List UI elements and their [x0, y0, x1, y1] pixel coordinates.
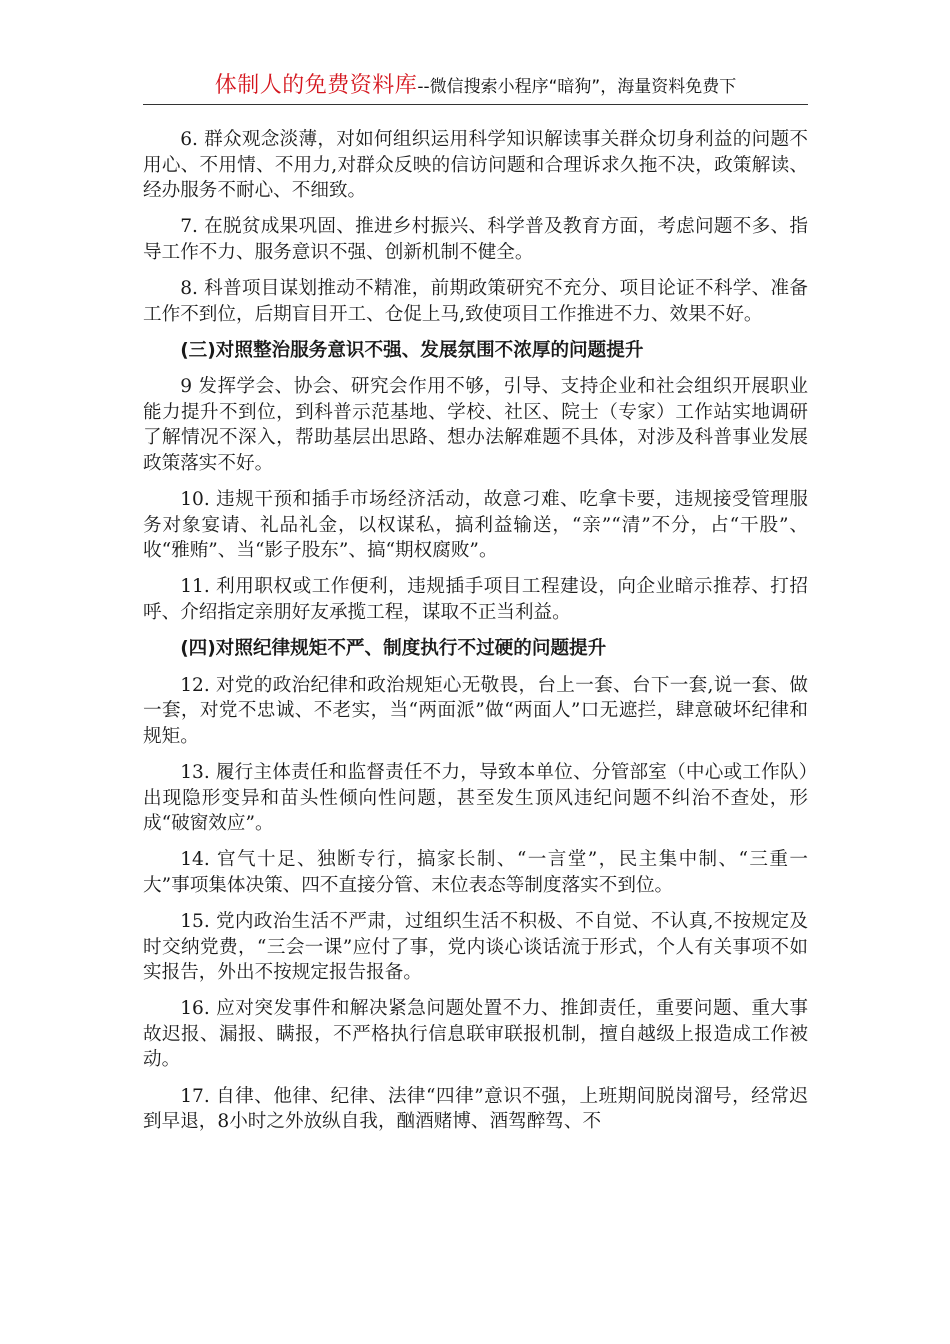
paragraph-item-16: 16. 应对突发事件和解决紧急问题处置不力、推卸责任，重要问题、重大事故迟报、漏报、瞒报，不严格执行信息联审联报机制，擅自越级上报造成工作被动。	[143, 998, 808, 1071]
section-heading-3: (三)对照整治服务意识不强、发展氛围不浓厚的问题提升	[180, 339, 644, 361]
section-heading-4: (四)对照纪律规矩不严、制度执行不过硬的问题提升	[180, 638, 607, 660]
paragraph-item-13: 13. 履行主体责任和监督责任不力，导致本单位、分管部室（中心或工作队）出现隐形变异和苗头性倾向性问题，甚至发生顶风违纪问题不纠治不查处，形成“破窗效应”。	[143, 761, 808, 835]
paragraph-item-14: 14. 官气十足、独断专行，搞家长制、“一言堂”，民主集中制、“三重一大”事项集体决策、四不直接分管、末位表态等制度落实不到位。	[143, 849, 808, 896]
paragraph-item-7: 7. 在脱贫成果巩固、推进乡村振兴、科学普及教育方面，考虑问题不多、指导工作不力、服务意识不强、创新机制不健全。	[143, 216, 808, 263]
header-brand: 体制人的免费资料库	[214, 73, 418, 98]
paragraph-item-9: 9 发挥学会、协会、研究会作用不够，引导、支持企业和社会组织开展职业能力提升不到位，到科普示范基地、学校、社区、院士（专家）工作站实地调研了解情况不深入，帮助基层出思路、想办法解难题不具体，对涉及科普事业发展政策落实不好。	[143, 376, 808, 475]
paragraph-item-15: 15. 党内政治生活不严肃，过组织生活不积极、不自觉、不认真,不按规定及时交纳党费，“三会一课”应付了事，党内谈心谈话流于形式，个人有关事项不如实报告，外出不按规定报告报备。	[143, 910, 808, 984]
paragraph-item-10: 10. 违规干预和插手市场经济活动，故意刁难、吃拿卡要，违规接受管理服务对象宴请、礼品礼金，以权谋私，搞利益输送，“亲”“清”不分，占“干股”、收“雅贿”、当“影子股东”、搞“期权腐败”。	[143, 489, 808, 562]
document-body	[143, 127, 808, 1135]
paragraph-item-11: 11. 利用职权或工作便利，违规插手项目工程建设，向企业暗示推荐、打招呼、介绍指定亲朋好友承揽工程，谋取不正当利益。	[143, 576, 808, 623]
paragraph-item-12: 12. 对党的政治纪律和政治规矩心无敬畏，台上一套、台下一套,说一套、做一套，对党不忠诚、不老实，当“两面派”做“两面人”口无遮拦，肆意破坏纪律和规矩。	[143, 674, 808, 747]
page-header	[143, 66, 808, 105]
paragraph-item-8: 8. 科普项目谋划推动不精准，前期政策研究不充分、项目论证不科学、准备工作不到位，后期盲目开工、仓促上马,致使项目工作推进不力、效果不好。	[143, 277, 808, 325]
paragraph-item-17: 17. 自律、他律、纪律、法律“四律”意识不强，上班期间脱岗溜号，经常迟到早退，8小时之外放纵自我，酗酒赌博、酒驾醉驾、不	[143, 1085, 808, 1133]
paragraph-item-6: 6. 群众观念淡薄，对如何组织运用科学知识解读事关群众切身利益的问题不用心、不用情、不用力,对群众反映的信访问题和合理诉求久拖不决，政策解读、经办服务不耐心、不细致。	[143, 129, 808, 202]
header-slogan: --微信搜索小程序“暗狗”，海量资料免费下	[417, 77, 737, 97]
